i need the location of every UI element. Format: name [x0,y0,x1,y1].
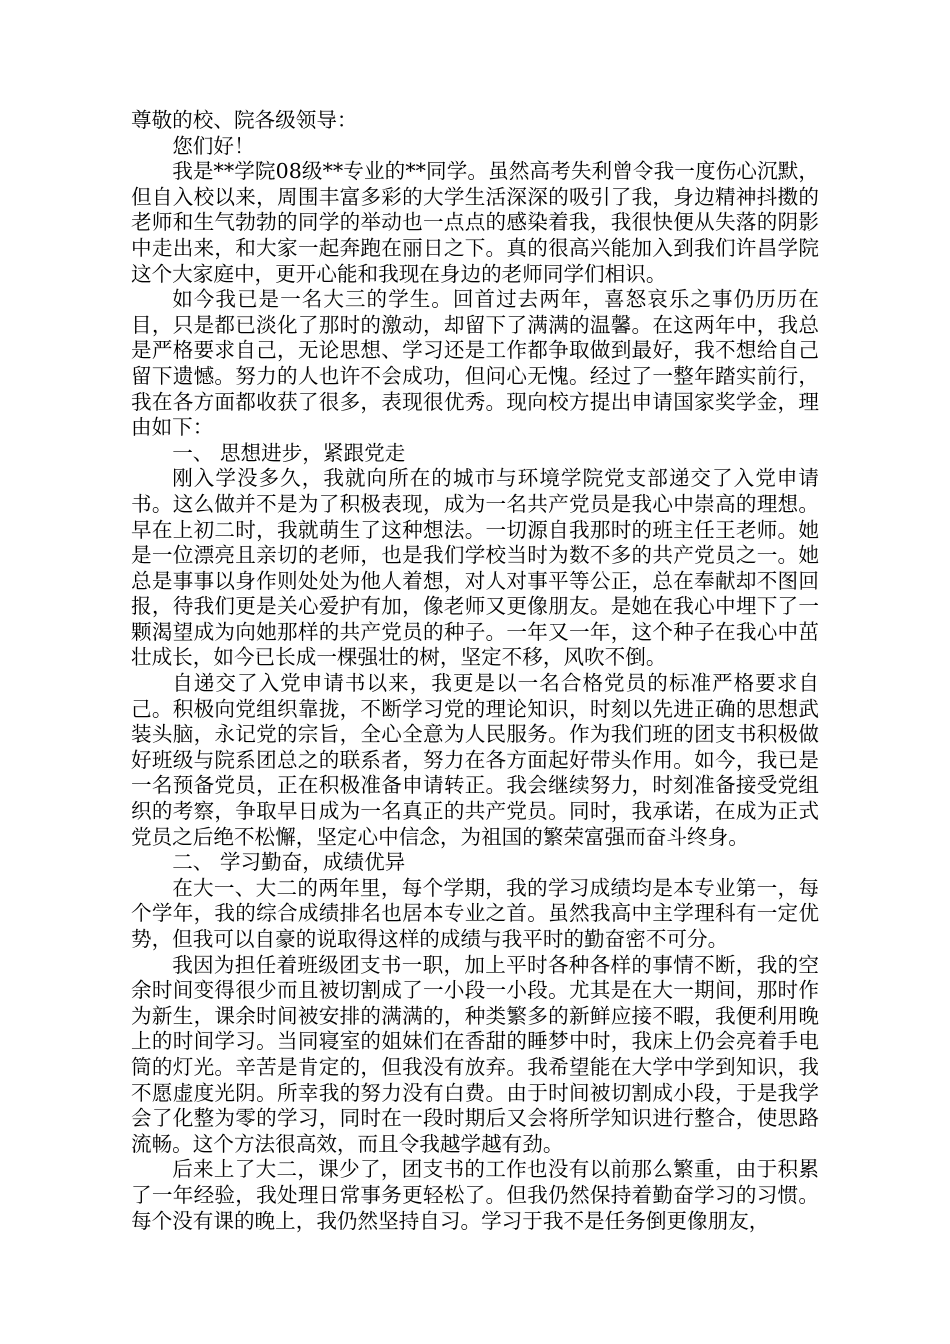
paragraph-grades: 在大一、大二的两年里，每个学期，我的学习成绩均是本专业第一，每个学年，我的综合成绩排名也居本专业之首。虽然我高中主学理科有一定优势，但我可以自豪的说取得这样的成绩与我平时的勤奋密不可分。 [131,875,819,951]
paragraph-time-management: 我因为担任着班级团支书一职，加上平时各种各样的事情不断，我的空余时间变得很少而且被切割成了一小段一小段。尤其是在大一期间，那时作为新生，课余时间被安排的满满的，种类繁多的新鲜应接不暇，我便利用晚上的时间学习。当同寝室的姐妹们在香甜的睡梦中时，我床上仍会亮着手电筒的灯光。辛苦是肯定的，但我没有放弃。我希望能在大学中学到知识，我不愿虚度光阴。所幸我的努力没有白费。由于时间被切割成小段，于是我学会了化整为零的学习，同时在一段时期后又会将所学知识进行整合，使思路流畅。这个方法很高效，而且令我越学越有劲。 [131,952,819,1156]
section-heading-study: 二、 学习勤奋，成绩优异 [172,850,406,875]
paragraph-party-commitment: 自递交了入党申请书以来，我更是以一名合格党员的标准严格要求自己。积极向党组织靠拢，不断学习党的理论知识，时刻以先进正确的思想武装头脑，永记党的宗旨，全心全意为人民服务。作为我们班的团支书积极做好班级与院系团总之的联系者，努力在各方面起好带头作用。如今，我已是一名预备党员，正在积极准备申请转正。我会继续努力，时刻准备接受党组织的考察，争取早日成为一名真正的共产党员。同时，我承诺，在成为正式党员之后绝不松懈，坚定心中信念，为祖国的繁荣富强而奋斗终身。 [131,671,819,849]
salutation: 尊敬的校、院各级领导： [131,108,358,132]
paragraph-party-application: 刚入学没多久，我就向所在的城市与环境学院党支部递交了入党申请书。这么做并不是为了积极表现，成为一名共产党员是我心中崇高的理想。早在上初二时，我就萌生了这种想法。一切源自我那时的班主任王老师。她是一位漂亮且亲切的老师，也是我们学校当时为数不多的共产党员之一。她总是事事以身作则处处为他人着想，对人对事平等公正，总在奉献却不图回报，待我们更是关心爱护有加，像老师又更像朋友。是她在我心中埋下了一颗渴望成为向她那样的共产党员的种子。一年又一年，这个种子在我心中茁壮成长，如今已长成一棵强壮的树，坚定不移，风吹不倒。 [131,466,819,670]
document-body [131,108,819,1234]
paragraph-overview: 如今我已是一名大三的学生。回首过去两年，喜怒哀乐之事仍历历在目，只是都已淡化了那时的激动，却留下了满满的温馨。在这两年中，我总是严格要求自己，无论思想、学习还是工作都争取做到最好，我不想给自己留下遗憾。努力的人也许不会成功，但问心无愧。经过了一整年踏实前行，我在各方面都收获了很多，表现很优秀。现向校方提出申请国家奖学金，理由如下： [131,287,819,440]
paragraph-second-year: 后来上了大二，课少了，团支书的工作也没有以前那么繁重，由于积累了一年经验，我处理日常事务更轻松了。但我仍然保持着勤奋学习的习惯。每个没有课的晚上，我仍然坚持自习。学习于我不是任务倒更像朋友， [131,1157,819,1233]
section-heading-thought: 一、 思想进步，紧跟党走 [172,440,406,465]
paragraph-intro: 我是**学院08级**专业的**同学。虽然高考失利曾令我一度伤心沉默，但自入校以来，周围丰富多彩的大学生活深深的吸引了我，身边精神抖擞的老师和生气勃勃的同学的举动也一点点的感染着我，我很快便从失落的阴影中走出来，和大家一起奔跑在丽日之下。真的很高兴能加入到我们许昌学院这个大家庭中，更开心能和我现在身边的老师同学们相识。 [131,159,819,286]
greeting: 您们好！ [172,133,255,158]
